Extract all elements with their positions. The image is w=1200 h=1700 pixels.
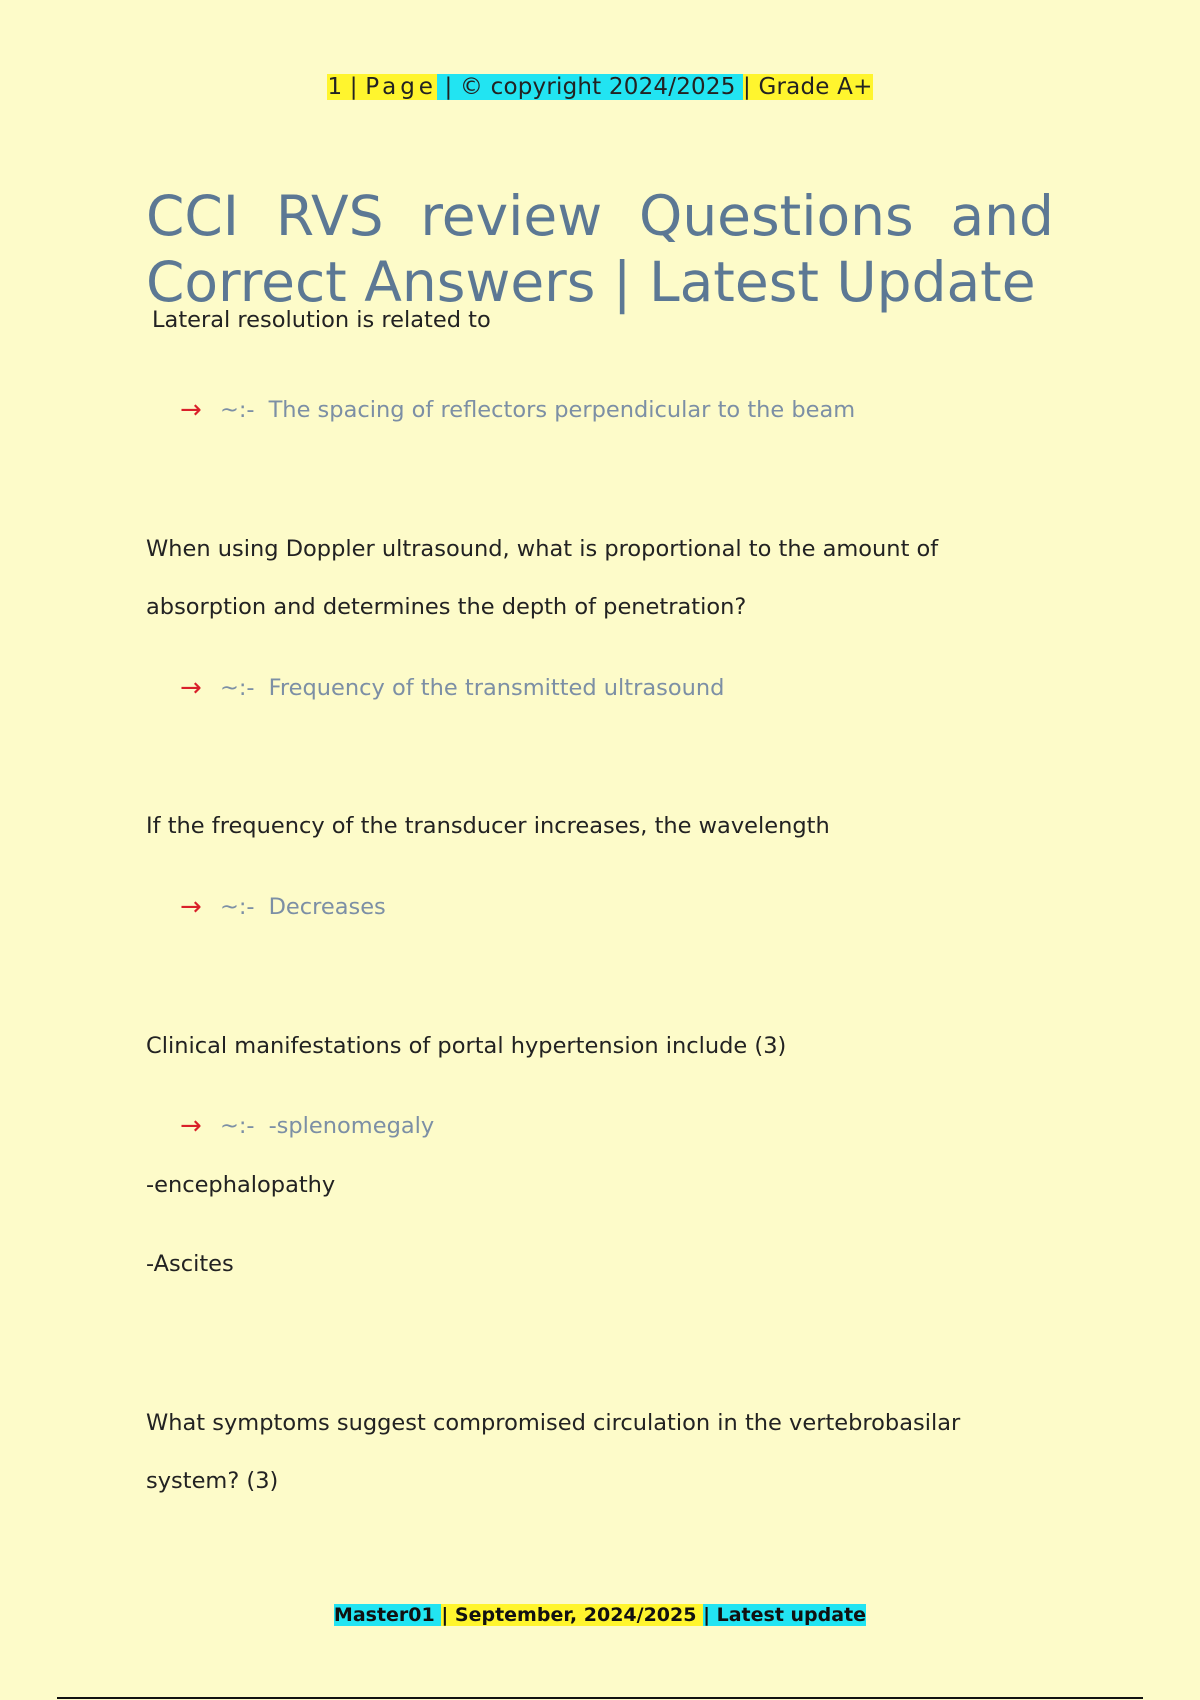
answer-prefix: ~:- xyxy=(220,1113,255,1139)
copyright-text: | © copyright 2024/2025 xyxy=(436,74,744,100)
answer-text: -splenomegaly xyxy=(268,1113,435,1139)
footer-author: Master01 xyxy=(333,1604,442,1626)
arrow-icon: → xyxy=(180,1111,202,1141)
title-word: CCI xyxy=(146,184,240,248)
footer-label: | Latest update xyxy=(703,1604,867,1626)
footer-date: | September, 2024/2025 xyxy=(441,1604,704,1626)
title-line-2: Correct Answers | Latest Update xyxy=(146,250,1036,314)
page-word: Page xyxy=(365,74,437,100)
arrow-icon: → xyxy=(180,673,202,703)
answer-prefix: ~:- xyxy=(220,675,255,701)
question-text-line-2: absorption and determines the depth of penetration? xyxy=(146,594,747,620)
question-text-line-1: What symptoms suggest compromised circulation in the vertebrobasilar xyxy=(146,1410,961,1436)
title-word: and xyxy=(950,184,1054,248)
answer-text: Decreases xyxy=(268,894,386,920)
question-text: Lateral resolution is related to xyxy=(152,307,491,333)
answer-text: Frequency of the transmitted ultrasound xyxy=(268,675,725,701)
question-text: If the frequency of the transducer increases, the wavelength xyxy=(146,813,830,839)
arrow-icon: → xyxy=(180,395,202,425)
answer-prefix: ~:- xyxy=(220,894,255,920)
answer-text: The spacing of reflectors perpendicular to the beam xyxy=(268,397,856,423)
footer-divider xyxy=(57,1697,1143,1699)
answer-line xyxy=(180,390,855,430)
answer-prefix: ~:- xyxy=(220,397,255,423)
answer-line xyxy=(180,1106,434,1146)
title-word: RVS xyxy=(275,184,384,248)
document-title xyxy=(146,183,1054,315)
answer-line xyxy=(180,668,724,708)
question-text-line-2: system? (3) xyxy=(146,1468,279,1494)
answer-continuation: -encephalopathy xyxy=(146,1172,336,1198)
page-footer xyxy=(0,1600,1200,1630)
question-text: Clinical manifestations of portal hypertension include (3) xyxy=(146,1033,787,1059)
answer-line xyxy=(180,887,386,927)
title-line-1 xyxy=(146,183,1054,249)
page-number: 1 | Page xyxy=(327,74,437,100)
title-word: Questions xyxy=(639,184,914,248)
question-text-line-1: When using Doppler ultrasound, what is proportional to the amount of xyxy=(146,536,939,562)
arrow-icon: → xyxy=(180,892,202,922)
answer-continuation: -Ascites xyxy=(146,1251,234,1277)
page-header xyxy=(0,70,1200,104)
grade-text: | Grade A+ xyxy=(743,74,873,100)
title-word: review xyxy=(420,184,603,248)
